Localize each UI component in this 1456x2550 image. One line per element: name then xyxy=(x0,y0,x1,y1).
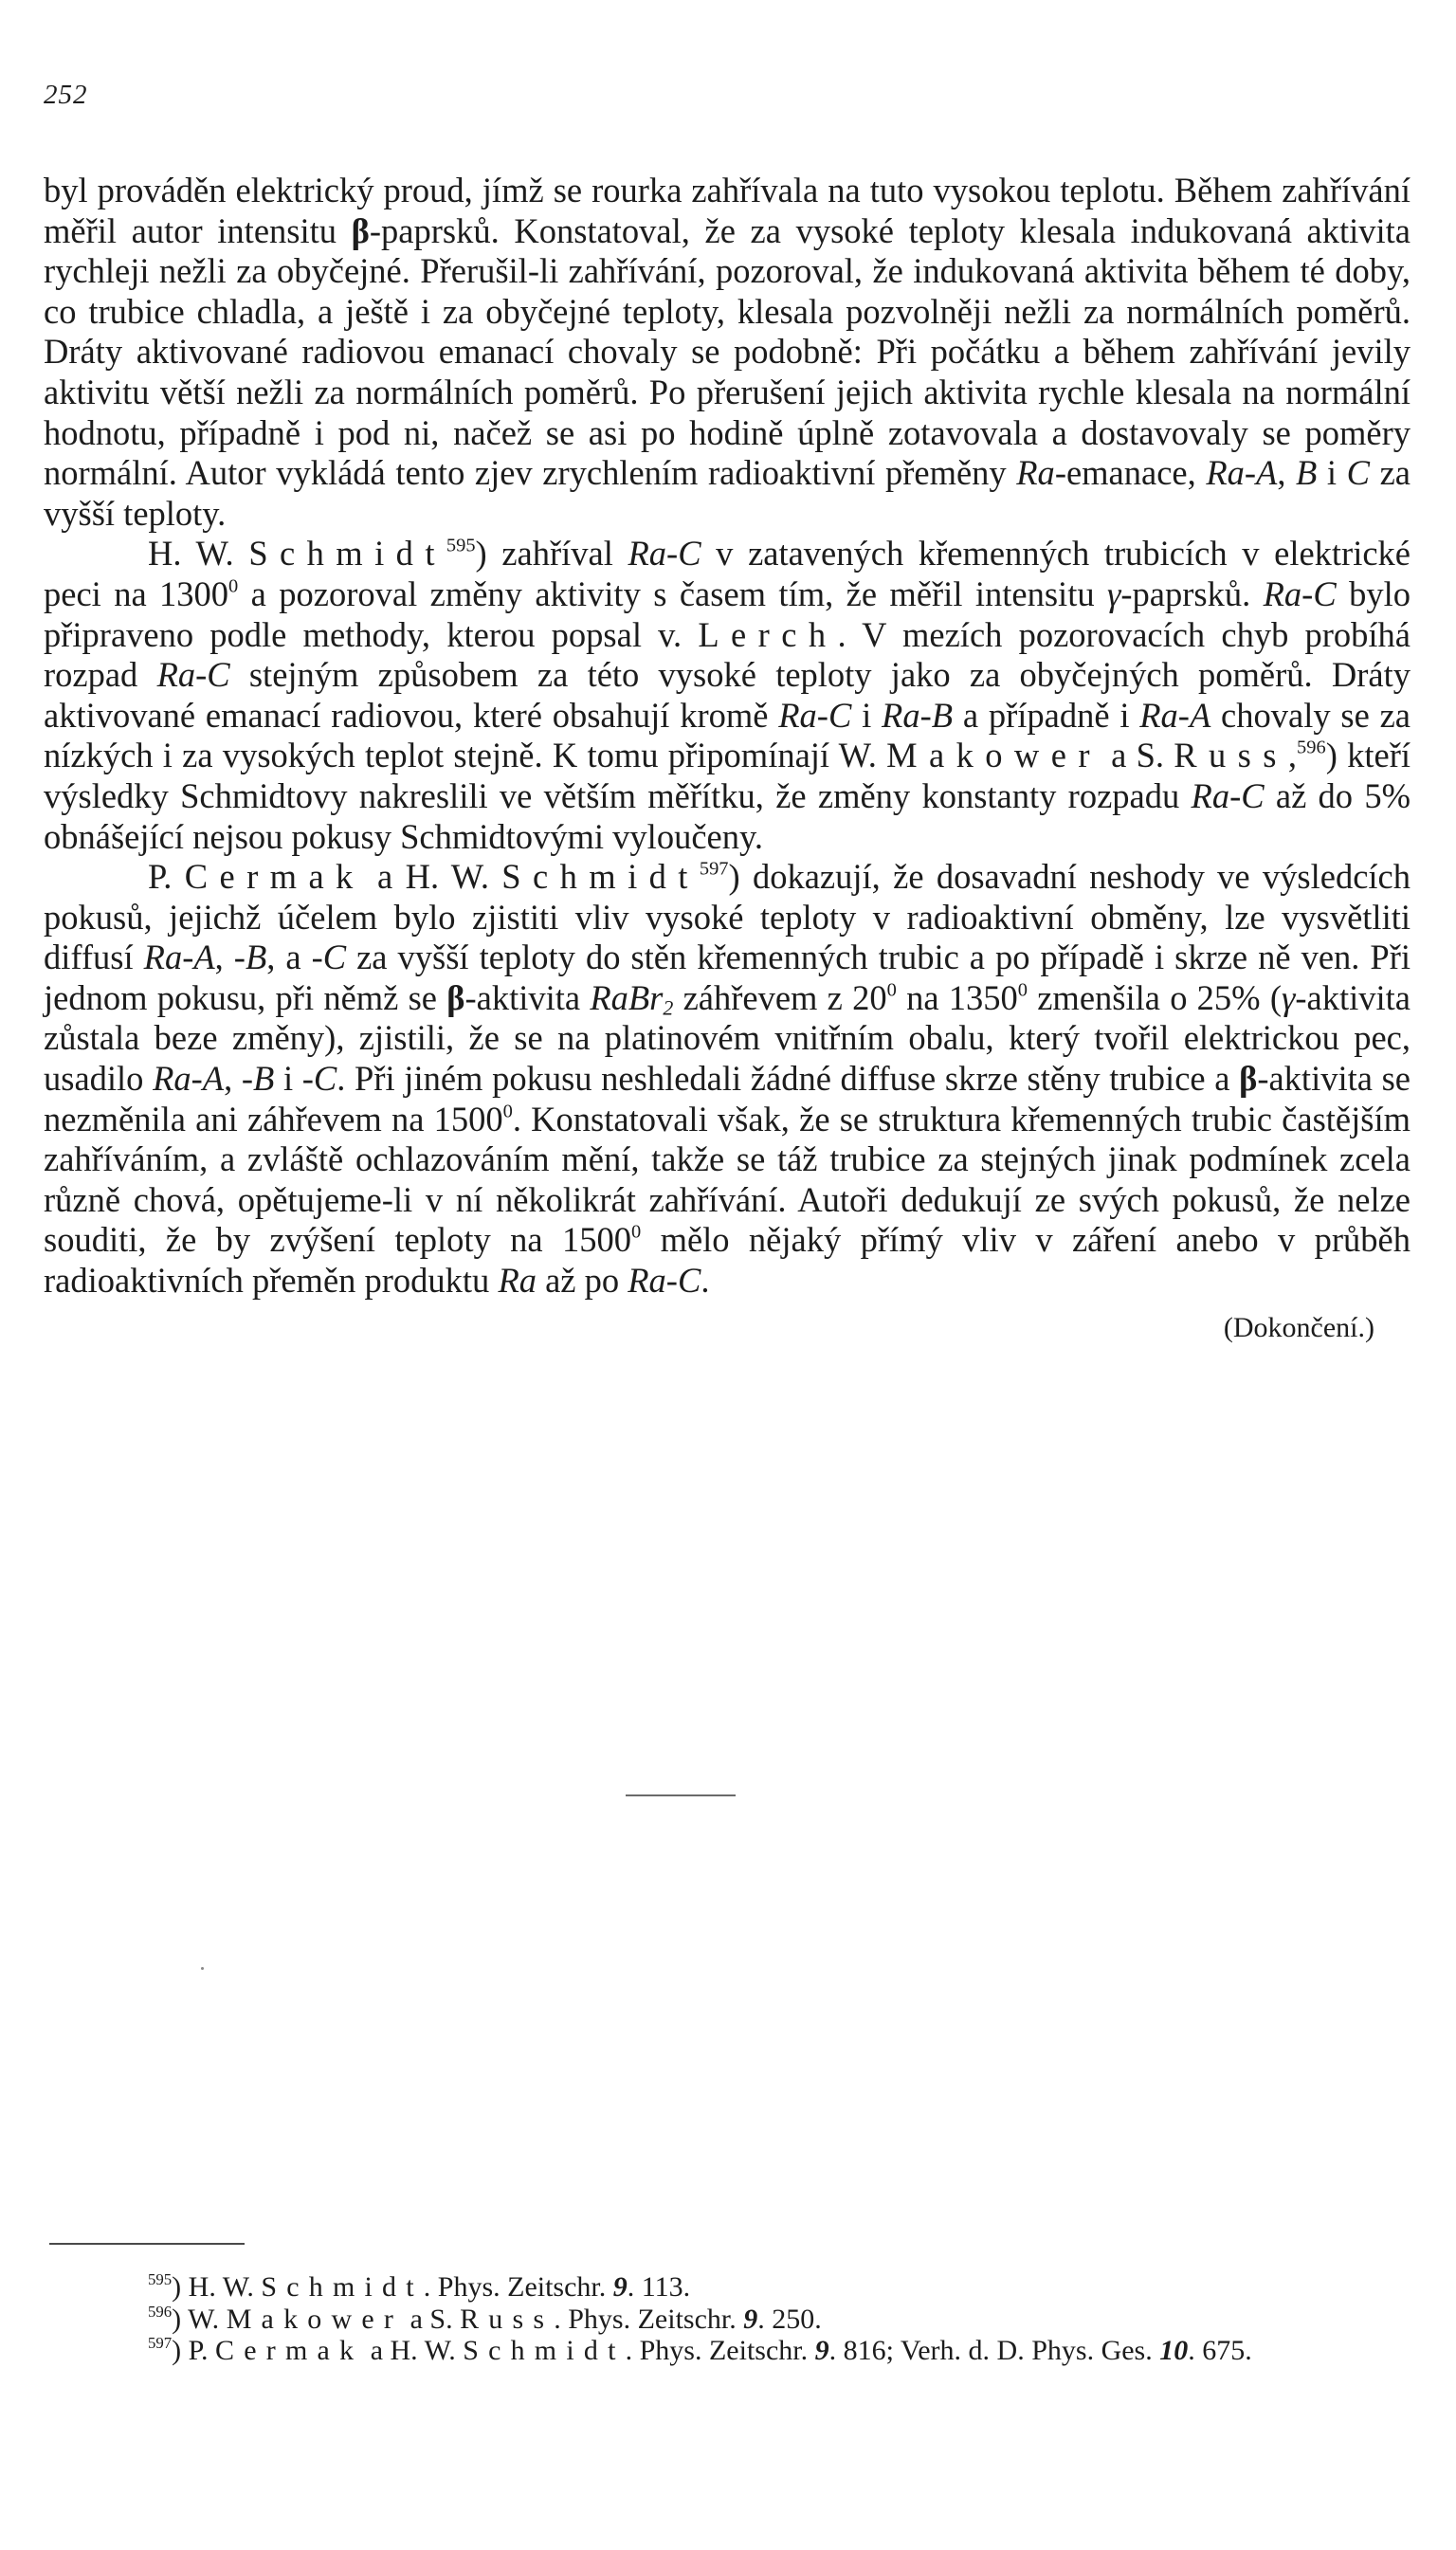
text-run: -emanace, xyxy=(1054,453,1207,493)
text-run: . Phys. Zeitschr. xyxy=(625,2335,815,2366)
text-run: , a xyxy=(266,938,312,977)
text-run: Ra xyxy=(1016,453,1055,493)
text-run: C xyxy=(1346,453,1371,493)
text-run: . 250. xyxy=(757,2303,822,2335)
text-run: Schmidt xyxy=(463,2335,626,2366)
text-run: i xyxy=(1317,453,1347,493)
text-run: -B xyxy=(241,1059,275,1099)
footnote-rule xyxy=(49,2243,245,2245)
text-run: -aktivita zůstala beze změny), zjistili, že se na platinovém vnitřním obalu, který tvořil elektrickou pec, usadilo xyxy=(44,977,1410,1099)
text-run: i xyxy=(851,695,883,735)
text-run: Ra-C xyxy=(1191,775,1265,815)
text-run: stejným způsobem za této vysoké teploty jako za obyčejných poměrů. Dráty aktivované emanací radiovou, které obsahují kromě xyxy=(44,655,1410,735)
page-number: 252 xyxy=(44,80,88,110)
text-run: . 113. xyxy=(627,2271,691,2303)
text-run: byl prováděn elektrický proud, jímž se rourka zahřívala na tuto vysokou teplotu. Během zahřívání měřil autor intensitu xyxy=(44,171,1410,250)
text-run: , xyxy=(224,1059,242,1099)
paragraph-2 xyxy=(44,534,1410,857)
text-run: Ra xyxy=(498,1261,537,1301)
text-run: a případně i xyxy=(953,695,1140,735)
footnote-595 xyxy=(44,2271,1410,2304)
text-run: 10 xyxy=(1159,2335,1189,2366)
article-body xyxy=(44,171,1410,1349)
section-divider xyxy=(626,1794,736,1796)
text-run: γ xyxy=(1107,574,1121,613)
text-run: Ra-C xyxy=(628,534,701,574)
text-run: 595 xyxy=(446,535,476,556)
text-run: Schmidt xyxy=(501,857,700,897)
text-run: -B xyxy=(233,938,267,977)
text-run: i xyxy=(274,1059,302,1099)
text-run: , xyxy=(214,938,234,977)
text-run: Ra-C xyxy=(778,695,852,735)
text-run: Ra-A xyxy=(1206,453,1278,493)
text-run: Schmidt xyxy=(248,534,446,574)
text-run: a H. W. xyxy=(364,857,502,897)
text-run: -C xyxy=(311,938,347,977)
text-run: P. xyxy=(148,857,185,897)
text-run: 0 xyxy=(502,1100,513,1121)
text-run: -aktivita xyxy=(464,977,591,1017)
text-run: 2 xyxy=(663,995,674,1020)
text-run: . V mezích pozorovacích chyb probíhá rozpad xyxy=(44,614,1410,695)
footnote-596 xyxy=(44,2304,1410,2336)
text-run: . Konstatovali však, že se struktura křemenných trubic častějším zahříváním, a zvláště ochlazováním mění, takže se táž trubice za stejných jinak podmínek zcela různě chová, opětujeme-li v ní několikrát zahřívání. Autoři dedukují ze svých pokusů, že nelze souditi, že by zvýšení teploty na 1500 xyxy=(44,1099,1410,1260)
footnotes xyxy=(44,2271,1410,2367)
text-run: a pozoroval změny aktivity s časem tím, že měřil intensitu xyxy=(238,574,1107,613)
text-run: Schmidt xyxy=(261,2271,424,2303)
text-run: Ra-A xyxy=(143,938,215,977)
text-run: na 1350 xyxy=(896,977,1018,1017)
text-run: v zatavených křemenných trubicích v elektrické peci na 1300 xyxy=(44,534,1410,613)
text-run: zmenšila o 25% ( xyxy=(1027,977,1282,1017)
text-run: Lerch xyxy=(698,614,838,654)
text-run: a H. W. xyxy=(363,2335,464,2366)
text-run: -aktivita se nezměnila ani záhřevem na 1500 xyxy=(44,1059,1411,1138)
text-run: Russ xyxy=(1174,736,1288,775)
text-run: 9 xyxy=(743,2303,758,2335)
text-run: 0 xyxy=(1017,979,1028,1001)
text-run: β xyxy=(1239,1059,1258,1099)
continuation-note: (Dokončení.) xyxy=(1223,1311,1374,1343)
text-run: ) kteří výsledky Schmidtovy nakreslili ve větším měřítku, že změny konstanty rozpadu xyxy=(44,736,1410,815)
text-run: H. W. xyxy=(148,534,249,574)
text-run: Ra-C xyxy=(628,1261,701,1301)
text-run: B xyxy=(1296,453,1318,493)
text-run: Makower xyxy=(226,2303,404,2335)
text-run: . 675. xyxy=(1188,2335,1252,2366)
text-run: 9 xyxy=(814,2335,829,2366)
text-run: až po xyxy=(536,1261,628,1301)
text-run: za vyšší teploty. xyxy=(44,453,1410,533)
text-run: mělo nějaký přímý vliv v záření anebo v průběh radioaktivních přeměn produktu xyxy=(44,1220,1410,1301)
footnote-597 xyxy=(44,2335,1410,2367)
text-run: Ra-C xyxy=(156,655,230,695)
text-run: , xyxy=(1287,736,1298,775)
text-run: Makower xyxy=(886,736,1101,775)
text-run: Ra-A xyxy=(153,1059,225,1099)
text-run: , xyxy=(1277,453,1297,493)
text-run: 596 xyxy=(148,2302,173,2321)
text-run: -paprsků. Konstatoval, že za vysoké teploty klesala indukovaná aktivita rychleji nežli za obyčejné. Přerušil-li zahřívání, pozoroval, že indukovaná aktivita během té doby, co trubice chladla, a ještě i za obyčejné teploty, klesala pozvolněji nežli za normálních poměrů. Dráty aktivované radiovou emanací chovaly se podobně: Při počátku a během zahřívání jevily aktivitu větší nežli za normálních poměrů. Po přerušení jejich aktivita rychle klesala na normální hodnotu, případně i pod ni, načež se asi po hodině úplně zotavovala a dostavovaly se poměry normální. Autor vykládá tento zjev zrychlením radioaktivní přeměny xyxy=(44,210,1410,493)
text-run: 597 xyxy=(148,2333,173,2352)
print-speck xyxy=(201,1967,204,1970)
text-run: 0 xyxy=(228,575,239,597)
text-run: β xyxy=(446,977,465,1017)
text-run: ) W. xyxy=(172,2303,227,2335)
text-run: 597 xyxy=(699,858,729,880)
text-run: Cermak xyxy=(184,857,365,897)
paragraph-1 xyxy=(44,171,1410,534)
text-run: ) dokazují, že dosavadní neshody ve výsledcích pokusů, jejichž účelem bylo zjistiti vliv vysoké teploty v radioaktivní obměny, lze vysvětliti diffusí xyxy=(44,857,1411,977)
paragraph-3 xyxy=(44,857,1410,1302)
text-run: . 816; Verh. d. D. Phys. Ges. xyxy=(828,2335,1160,2366)
text-run: záhřevem z 20 xyxy=(673,977,887,1017)
text-run: a S. xyxy=(1101,736,1174,775)
text-run: . Phys. Zeitschr. xyxy=(423,2271,613,2303)
text-run: ) H. W. xyxy=(172,2271,262,2303)
text-run: β xyxy=(351,210,370,250)
text-run: . Phys. Zeitschr. xyxy=(554,2303,744,2335)
text-run: bylo připraveno podle methody, kterou popsal v. xyxy=(44,574,1410,654)
text-run: Ra-B xyxy=(882,695,954,735)
text-run: -paprsků. xyxy=(1120,574,1264,613)
text-run: Cermak xyxy=(215,2335,364,2366)
text-run: 9 xyxy=(612,2271,628,2303)
text-run: Ra-A xyxy=(1139,695,1211,735)
text-run: a S. xyxy=(403,2303,461,2335)
text-run: Ra-C xyxy=(1263,574,1337,613)
text-run: chovaly se za nízkých i za vysokých teplot stejně. K tomu připomínají W. xyxy=(44,695,1410,775)
text-run: za vyšší teploty do stěn křemenných trubic a po případě i skrze ně ven. Při jednom pokusu, při němž se xyxy=(44,938,1411,1017)
text-run: . Při jiném pokusu neshledali žádné diffuse skrze stěny trubice a xyxy=(337,1059,1240,1099)
text-run: ) P. xyxy=(172,2335,216,2366)
text-run: -C xyxy=(301,1059,337,1099)
text-run: . xyxy=(701,1261,710,1301)
text-run: 596 xyxy=(1297,737,1326,758)
text-run: ) zahříval xyxy=(475,534,628,574)
text-run: až do 5% obnášející nejsou pokusy Schmidtovými vyloučeny. xyxy=(44,775,1410,856)
text-run: γ xyxy=(1281,977,1296,1017)
text-run: 0 xyxy=(886,979,897,1001)
text-run: 595 xyxy=(148,2269,173,2288)
text-run: RaBr xyxy=(590,977,664,1017)
text-run: 0 xyxy=(630,1221,642,1243)
text-run: Russ xyxy=(460,2303,555,2335)
